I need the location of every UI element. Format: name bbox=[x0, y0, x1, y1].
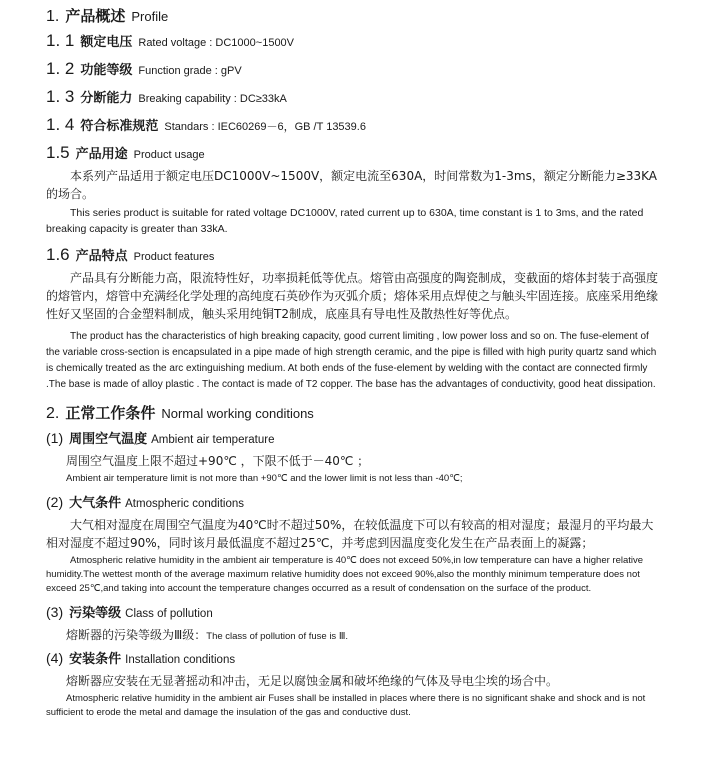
heading-cn: 安装条件 bbox=[69, 652, 122, 667]
condition-1-text-en: Ambient air temperature limit is not more than +90℃ and the lower limit is not less than -40℃; bbox=[66, 473, 463, 484]
condition-2-text-en: Atmospheric relative humidity in the ambient air temperature is 40℃ does not exceed 50%,in low temperature can have a higher relative humidity.The wettest month of the average maximum relative humidity does not exceed 90%,also the monthly minimum temperature does not exceed 25℃,and taking into account the temperature changes occurred as a result of condensation on the surface of the product. bbox=[46, 555, 644, 594]
heading-en: Product usage bbox=[133, 149, 205, 161]
spec-number: 1. 2 bbox=[46, 59, 75, 78]
spec-breaking-capability bbox=[46, 87, 723, 109]
condition-number: (1) bbox=[46, 430, 64, 446]
usage-text-en: This series product is suitable for rated voltage DC1000V, rated current up to 630A, time constant is 1 to 3ms, and the rated breaking capacity is greater than 33kA. bbox=[46, 207, 644, 235]
spec-standards bbox=[46, 115, 723, 137]
section-number: 1.5 bbox=[46, 143, 70, 162]
spec-label-en: Standars : IEC60269－6，GB /T 13539.6 bbox=[164, 121, 366, 133]
section-number: 1. bbox=[46, 8, 60, 25]
heading-cn: 产品用途 bbox=[75, 147, 128, 162]
condition-1-heading bbox=[46, 428, 723, 450]
heading-en: Profile bbox=[131, 9, 169, 24]
heading-en: Product features bbox=[133, 251, 215, 263]
heading-cn: 周围空气温度 bbox=[69, 432, 148, 447]
condition-4-heading bbox=[46, 648, 723, 670]
features-text-en: The product has the characteristics of high breaking capacity, good current limiting , low power loss and so on. The fuse-element of the variable cross-section is encapsulated in a pipe made of high strength ceramic, and the pipe is filled with high purity quartz sand which is chemically treated as the arc extinguishing medium. At both ends of the fuse-element by welding with the contact are connected firmly .The base is made of alloy plastic . The contact is made of T2 copper. The base has the advantages of conductivity, good heat dissipation. bbox=[46, 331, 657, 390]
condition-number: (3) bbox=[46, 604, 64, 620]
spec-label-cn: 分断能力 bbox=[80, 91, 133, 106]
condition-1-text-cn: 周围空气温度上限不超过+90℃ ，下限不低于－40℃ ； bbox=[66, 454, 370, 468]
section-number: 1.6 bbox=[46, 245, 70, 264]
section-number: 2. bbox=[46, 405, 60, 422]
spec-label-cn: 符合标准规范 bbox=[80, 119, 159, 134]
condition-3-text-cn: 熔断器的污染等级为Ⅲ级： bbox=[66, 628, 207, 642]
spec-number: 1. 4 bbox=[46, 115, 75, 134]
heading-cn: 大气条件 bbox=[69, 496, 122, 511]
heading-en: Normal working conditions bbox=[161, 406, 314, 421]
heading-en: Atmospheric conditions bbox=[125, 498, 245, 510]
spec-label-cn: 功能等级 bbox=[80, 63, 133, 78]
features-heading bbox=[46, 245, 723, 267]
features-text-cn: 产品具有分断能力高，限流特性好，功率损耗低等优点。熔管由高强度的陶瓷制成，变截面的熔体封装于高强度的熔管内，熔管中充满经化学处理的高纯度石英砂作为灭弧介质；熔体采用点焊使之与触头牢固连接。底座采用绝缘性好又坚固的合金塑料制成，触头采用纯铜T2制成，底座具有导电性及散热性好等优点。 bbox=[46, 271, 659, 321]
condition-2-heading bbox=[46, 492, 723, 514]
heading-cn: 正常工作条件 bbox=[65, 404, 156, 422]
spec-rated-voltage bbox=[46, 31, 723, 53]
spec-label-en: Rated voltage : DC1000~1500V bbox=[138, 37, 295, 49]
spec-number: 1. 3 bbox=[46, 87, 75, 106]
condition-4-text-en: Atmospheric relative humidity in the ambient air Fuses shall be installed in places where there is no significant shake and shock and is not sufficient to erode the metal and damage the insulation of the gas and conductive dust. bbox=[46, 693, 646, 718]
condition-3-text-en: The class of pollution of fuse is Ⅲ. bbox=[206, 631, 349, 642]
spec-label-en: Function grade : gPV bbox=[138, 65, 242, 77]
condition-3-heading bbox=[46, 602, 723, 624]
heading-en: Ambient air temperature bbox=[151, 434, 275, 446]
section-1-heading bbox=[46, 6, 723, 27]
heading-cn: 污染等级 bbox=[69, 606, 122, 621]
spec-function-grade bbox=[46, 59, 723, 81]
heading-cn: 产品特点 bbox=[75, 249, 128, 264]
spec-label-cn: 额定电压 bbox=[80, 35, 133, 50]
condition-2-text-cn: 大气相对湿度在周围空气温度为40℃时不超过50%，在较低温度下可以有较高的相对湿度；最湿月的平均最大相对湿度不超过90%，同时该月最低温度不超过25℃，并考虑到因温度变化发生在产品表面上的凝露； bbox=[46, 518, 654, 550]
usage-text-cn: 本系列产品适用于额定电压DC1000V~1500V，额定电流至630A，时间常数为1-3ms，额定分断能力≥33KA 的场合。 bbox=[46, 169, 658, 201]
usage-heading bbox=[46, 143, 723, 165]
condition-number: (2) bbox=[46, 494, 64, 510]
condition-3-text bbox=[46, 626, 723, 644]
section-2-heading bbox=[46, 403, 723, 424]
condition-4-text-cn: 熔断器应安装在无显著摇动和冲击，无足以腐蚀金属和破坏绝缘的气体及导电尘埃的场合中。 bbox=[66, 674, 559, 688]
heading-cn: 产品概述 bbox=[65, 7, 126, 25]
heading-en: Class of pollution bbox=[125, 608, 213, 620]
condition-number: (4) bbox=[46, 650, 64, 666]
spec-label-en: Breaking capability : DC≥33kA bbox=[138, 93, 287, 105]
heading-en: Installation conditions bbox=[125, 654, 236, 666]
spec-number: 1. 1 bbox=[46, 31, 75, 50]
